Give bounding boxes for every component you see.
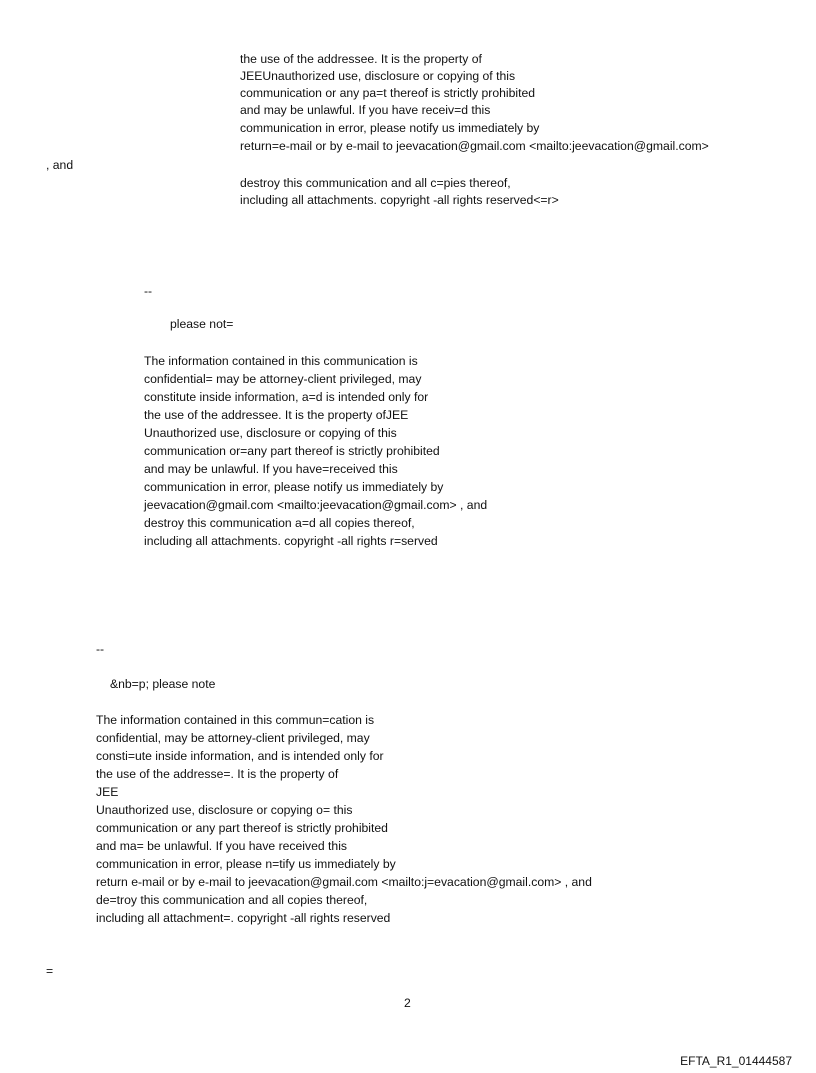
text-line: including all attachments. copyright -all rights r=served <box>144 534 438 548</box>
wrapped-text: , and <box>46 158 74 172</box>
text-line: including all attachments. copyright -all rights reserved<=r> <box>240 193 559 207</box>
text-line: and ma= be unlawful. If you have received this <box>96 839 348 853</box>
text-line: the use of the addresse=. It is the property of <box>96 767 339 781</box>
text-line: destroy this communication and all c=pies thereof, <box>240 176 511 190</box>
text-line: return=e-mail or by e-mail to jeevacation@gmail.com <mailto:jeevacation@gmail.com> <box>240 139 709 153</box>
document-id: EFTA_R1_01444587 <box>680 1054 792 1068</box>
text-line: the use of the addressee. It is the property ofJEE <box>144 408 409 422</box>
block-heading: please not= <box>170 317 234 331</box>
text-line: including all attachment=. copyright -all rights reserved <box>96 911 391 925</box>
text-line: Unauthorized use, disclosure or copying of this <box>144 426 397 440</box>
text-line: de=troy this communication and all copies thereof, <box>96 893 368 907</box>
text-line: The information contained in this commun=cation is <box>96 713 375 727</box>
text-line: The information contained in this communication is <box>144 354 418 368</box>
text-line: confidential, may be attorney-client privileged, may <box>96 731 370 745</box>
text-line: communication in error, please notify us immediately by <box>240 121 540 135</box>
text-line: Unauthorized use, disclosure or copying o= this <box>96 803 353 817</box>
text-line: communication or=any part thereof is strictly prohibited <box>144 444 440 458</box>
text-line: communication or any pa=t thereof is strictly prohibited <box>240 86 536 100</box>
text-line: and may be unlawful. If you have receiv=d this <box>240 103 491 117</box>
separator: -- <box>144 284 153 298</box>
text-line: jeevacation@gmail.com <mailto:jeevacation@gmail.com> , and <box>144 498 488 512</box>
trailing-mark: = <box>46 964 54 978</box>
text-line: and may be unlawful. If you have=received this <box>144 462 398 476</box>
text-line: the use of the addressee. It is the property of <box>240 52 482 66</box>
text-line: consti=ute inside information, and is intended only for <box>96 749 384 763</box>
text-line: destroy this communication a=d all copies thereof, <box>144 516 415 530</box>
text-line: return e-mail or by e-mail to jeevacation@gmail.com <mailto:j=evacation@gmail.com> , and <box>96 875 592 889</box>
text-line: JEE <box>96 785 119 799</box>
text-line: confidential= may be attorney-client privileged, may <box>144 372 422 386</box>
text-line: communication in error, please n=tify us immediately by <box>96 857 396 871</box>
page-number: 2 <box>404 996 411 1010</box>
text-line: communication or any part thereof is strictly prohibited <box>96 821 388 835</box>
text-line: constitute inside information, a=d is intended only for <box>144 390 429 404</box>
separator: -- <box>96 642 105 656</box>
text-line: communication in error, please notify us immediately by <box>144 480 444 494</box>
block-heading: &nb=p; please note <box>110 677 216 691</box>
text-line: JEEUnauthorized use, disclosure or copying of this <box>240 69 516 83</box>
